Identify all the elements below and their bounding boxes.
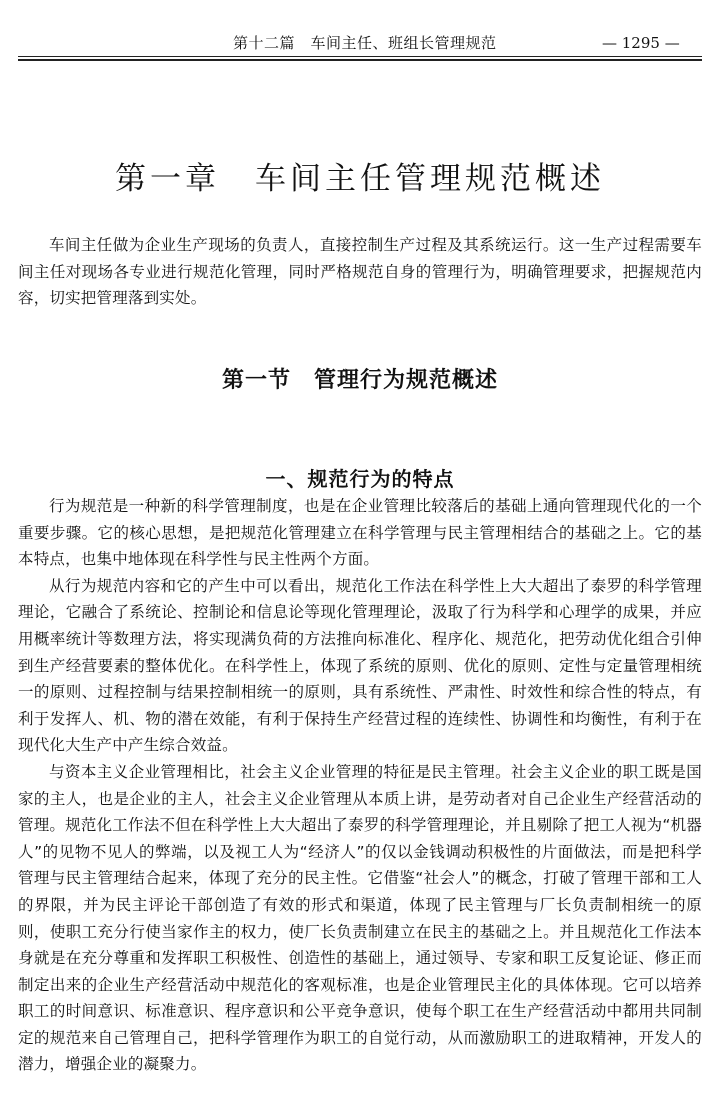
intro-paragraph: 车间主任做为企业生产现场的负责人，直接控制生产过程及其系统运行。这一生产过程需要车间主任对现场各专业进行规范化管理，同时严格规范自身的管理行为，明确管理要求，把握规范内容，切实把管理落到实处。	[18, 236, 702, 308]
subsection-title: 一、规范行为的特点	[265, 467, 455, 491]
section-title: 第一节 管理行为规范概述	[221, 368, 498, 394]
body-paragraph: 行为规范是一种新的科学管理制度，也是在企业管理比较落后的基础上通向管理现代化的一个重要步骤。它的核心思想，是把规范化管理建立在科学管理与民主管理相结合的基础之上。它的基本特点，也集中地体现在科学性与民主性两个方面。	[18, 497, 702, 569]
header-rule-bottom	[18, 59, 702, 61]
page-number: — 1295 —	[602, 34, 680, 52]
body-paragraph: 与资本主义企业管理相比，社会主义企业管理的特征是民主管理。社会主义企业的职工既是国家的主人，也是企业的主人，社会主义企业管理从本质上讲，是劳动者对自己企业生产经营活动的管理。规范化工作法不但在科学性上大大超出了泰罗的科学管理理论，并且剔除了把工人视为“机器人”的见物不见人的弊端，以及视工人为“经济人”的仅以金钱调动积极性的片面做法，而是把科学管理与民主管理结合起来，体现了充分的民主性。它借鉴“社会人”的概念，打破了管理干部和工人的界限，并为民主评论干部创造了有效的形式和渠道，体现了民主管理与厂长负责制相统一的原则，使职工充分行使当家作主的权力，使厂长负责制建立在民主的基础之上。并且规范化工作法本身就是在充分尊重和发挥职工积极性、创造性的基础上，通过领导、专家和职工反复论证、修正而制定出来的企业生产经营活动中规范化的客观标准，也是企业管理民主化的具体体现。它可以培养职工的时间意识、标准意识、程序意识和公平竞争意识，使每个职工在生产经营活动中都用共同制定的规范来自己管理自己，把科学管理作为职工的自觉行动，从而激励职工的进取精神，开发人的潜力，增强企业的凝聚力。	[18, 762, 702, 1074]
body-text	[18, 493, 702, 1078]
body-paragraph: 从行为规范内容和它的产生中可以看出，规范化工作法在科学性上大大超出了泰罗的科学管理理论，它融合了系统论、控制论和信息论等现化管理理论，汲取了行为科学和心理学的成果，并应用概率统计等数理方法，将实现满负荷的方法推向标准化、程序化、规范化，把劳动优化组合引伸到生产经营要素的整体优化。在科学性上，体现了系统的原则、优化的原则、定性与定量管理相统一的原则、过程控制与结果控制相统一的原则，具有系统性、严肃性、时效性和综合性的特点，有利于发挥人、机、物的潜在效能，有利于保持生产经营过程的连续性、协调性和均衡性，有利于在现代化大生产中产生综合效益。	[18, 576, 702, 755]
running-header-title: 第十二篇 车间主任、班组长管理规范	[233, 34, 497, 52]
header-rule-top	[18, 56, 702, 57]
chapter-title: 第一章 车间主任管理规范概述	[115, 160, 605, 197]
running-header	[18, 30, 702, 54]
